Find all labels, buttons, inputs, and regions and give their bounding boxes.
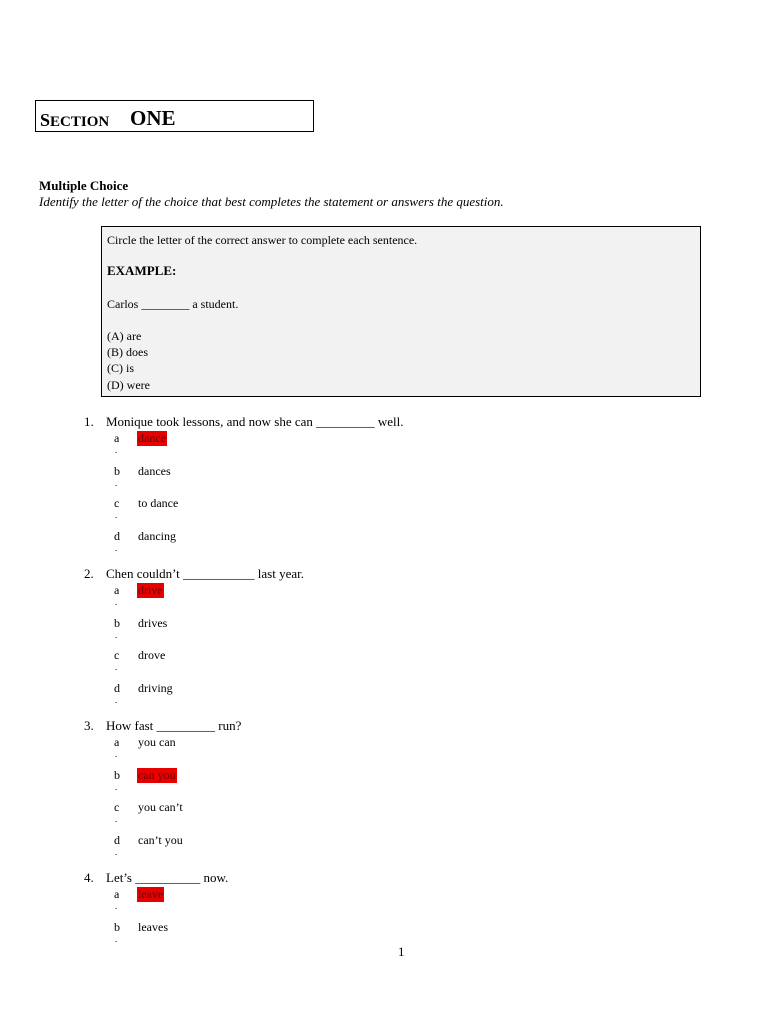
option-dot: . xyxy=(115,814,118,824)
option-letter[interactable]: c xyxy=(114,800,120,814)
option-letter[interactable]: b xyxy=(114,920,120,934)
option-text[interactable]: you can xyxy=(138,735,176,749)
question-text xyxy=(84,414,404,430)
option-dot: . xyxy=(115,597,118,607)
example-option: (C) is xyxy=(107,361,134,375)
option-text-highlighted[interactable]: leave xyxy=(138,887,164,901)
option-dot: . xyxy=(115,543,118,553)
option-text[interactable]: drives xyxy=(138,616,168,630)
option-letter[interactable]: c xyxy=(114,648,120,662)
question-text xyxy=(84,566,304,582)
option-text-highlighted[interactable]: can you xyxy=(138,768,176,782)
option-text-highlighted[interactable]: drive xyxy=(138,583,163,597)
option-letter[interactable]: d xyxy=(114,529,120,543)
option-text[interactable]: to dance xyxy=(138,496,179,510)
option-dot: . xyxy=(115,749,118,759)
question-sentence: Let’s __________ now. xyxy=(106,870,229,885)
example-option: (D) were xyxy=(107,378,150,392)
question-sentence: How fast _________ run? xyxy=(106,718,242,733)
option-dot: . xyxy=(115,478,118,488)
option-text[interactable]: dancing xyxy=(138,529,176,543)
question-text xyxy=(84,870,228,886)
question-number: 1. xyxy=(84,414,94,429)
example-instruction: Circle the letter of the correct answer to complete each sentence. xyxy=(107,233,418,247)
question-sentence: Chen couldn’t ___________ last year. xyxy=(106,566,304,581)
option-text[interactable]: driving xyxy=(138,681,173,695)
multiple-choice-instruction: Identify the letter of the choice that best completes the statement or answers the question. xyxy=(39,194,504,209)
option-letter[interactable]: a xyxy=(114,887,120,901)
option-dot: . xyxy=(115,510,118,520)
option-letter[interactable]: b xyxy=(114,616,120,630)
option-dot: . xyxy=(115,445,118,455)
example-sentence: Carlos ________ a student. xyxy=(107,297,239,311)
multiple-choice-title: Multiple Choice xyxy=(39,178,129,193)
question-number: 4. xyxy=(84,870,94,885)
question-number: 2. xyxy=(84,566,94,581)
option-text[interactable]: leaves xyxy=(138,920,168,934)
option-letter[interactable]: a xyxy=(114,583,120,597)
option-letter[interactable]: d xyxy=(114,681,120,695)
option-text[interactable]: drove xyxy=(138,648,166,662)
option-letter[interactable]: a xyxy=(114,431,120,445)
section-number: ONE xyxy=(130,106,176,130)
option-text[interactable]: can’t you xyxy=(138,833,183,847)
option-letter[interactable]: a xyxy=(114,735,120,749)
option-letter[interactable]: b xyxy=(114,464,120,478)
section-word: SECTION xyxy=(40,110,110,130)
option-text-highlighted[interactable]: dance xyxy=(138,431,166,445)
option-dot: . xyxy=(115,695,118,705)
option-dot: . xyxy=(115,847,118,857)
option-letter[interactable]: b xyxy=(114,768,120,782)
example-option: (B) does xyxy=(107,345,148,359)
question-number: 3. xyxy=(84,718,94,733)
option-text[interactable]: dances xyxy=(138,464,171,478)
option-dot: . xyxy=(115,934,118,944)
example-box xyxy=(101,226,701,397)
question-text xyxy=(84,718,241,734)
option-letter[interactable]: c xyxy=(114,496,120,510)
option-dot: . xyxy=(115,901,118,911)
example-label: EXAMPLE: xyxy=(107,263,177,278)
option-dot: . xyxy=(115,782,118,792)
question-sentence: Monique took lessons, and now she can _________ well. xyxy=(106,414,404,429)
option-text[interactable]: you can’t xyxy=(138,800,183,814)
section-heading-box xyxy=(35,100,314,132)
option-dot: . xyxy=(115,662,118,672)
example-option: (A) are xyxy=(107,329,142,343)
option-dot: . xyxy=(115,630,118,640)
option-letter[interactable]: d xyxy=(114,833,120,847)
page-number: 1 xyxy=(398,944,405,959)
